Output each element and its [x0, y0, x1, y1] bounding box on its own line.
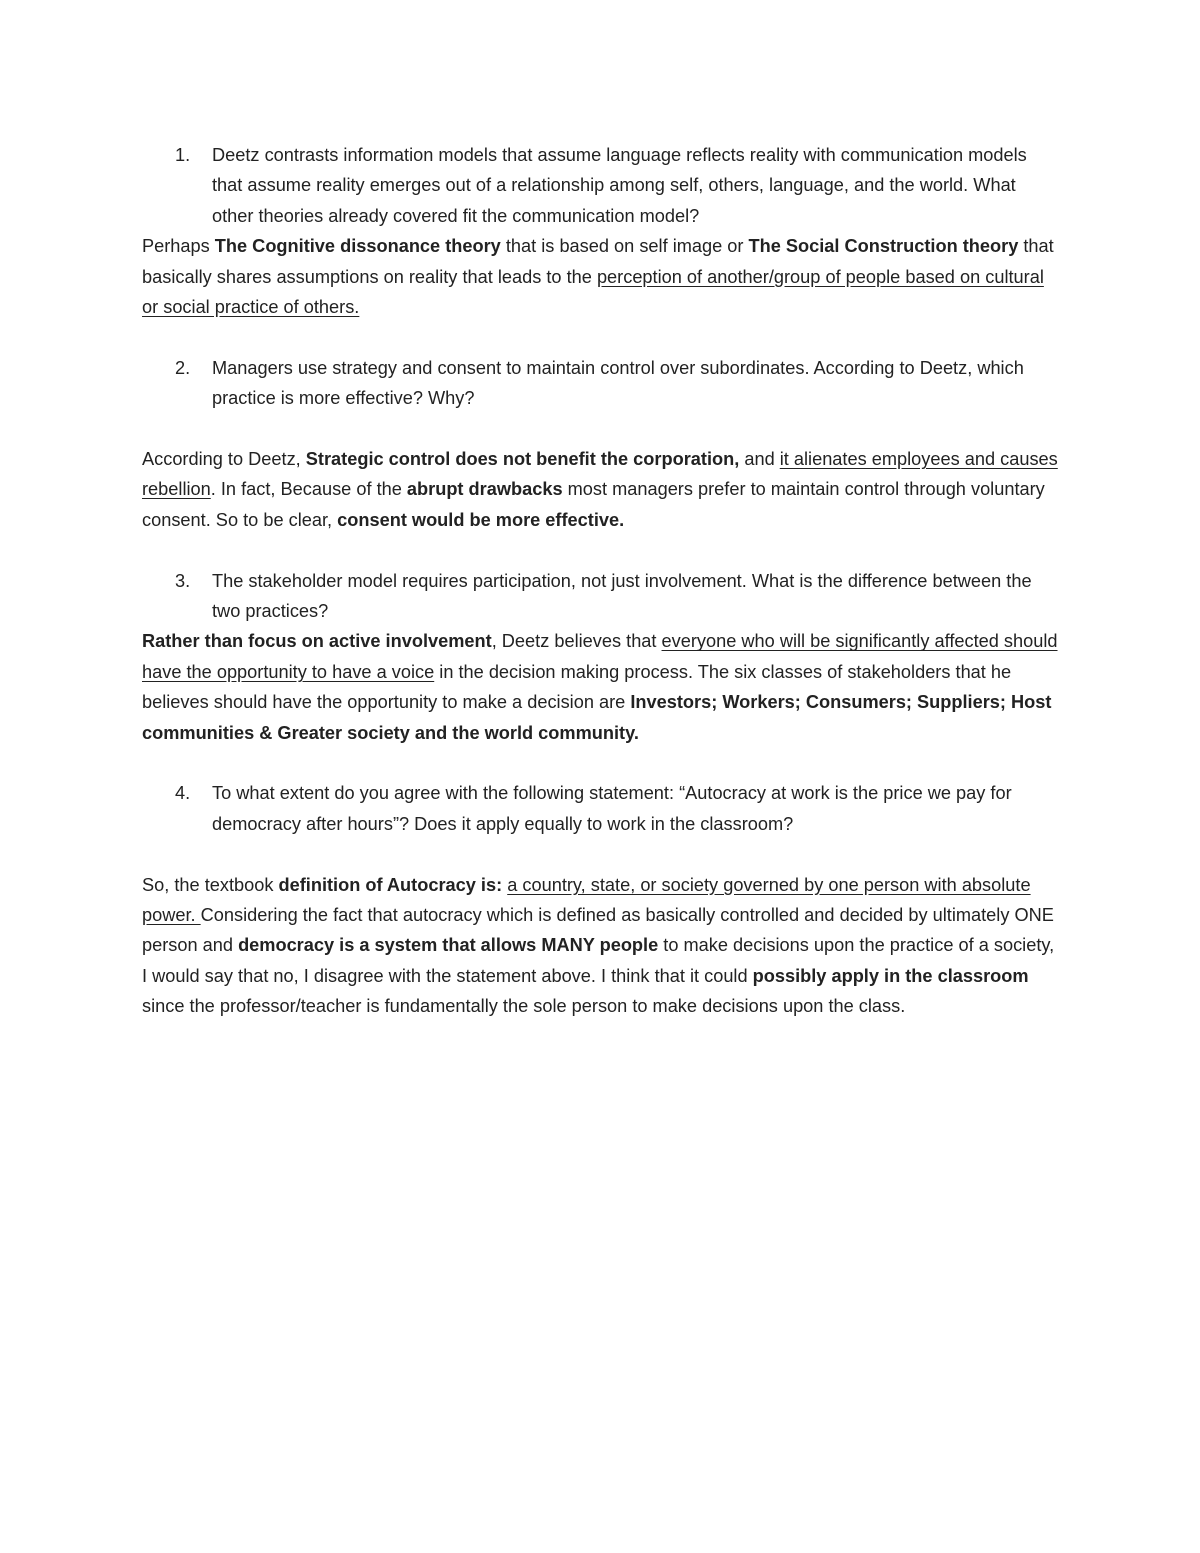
question-number: 2. [175, 357, 191, 378]
question-3 [142, 566, 1062, 627]
question-text: The stakeholder model requires participation, not just involvement. What is the difference between the two practices? [212, 570, 1032, 622]
answer-bold: democracy is a system that allows MANY people [238, 935, 659, 956]
answer-text: since the professor/teacher is fundamentally the sole person to make decisions upon the class. [142, 996, 906, 1017]
answer-bold: possibly apply in the classroom [752, 965, 1029, 986]
answer-text: So, the textbook [142, 874, 279, 895]
answer-text: . In fact, Because of the [210, 479, 407, 500]
question-4 [142, 778, 1062, 839]
answer-text: , Deetz believes that [491, 631, 662, 652]
question-text: Deetz contrasts information models that assume language reflects reality with communication models that assume reality emerges out of a relationship among self, others, language, and the world. What other theories already covered fit the communication model? [212, 145, 1027, 226]
question-number: 4. [175, 783, 191, 804]
answer-1 [142, 231, 1062, 322]
answer-text: to make decisions upon the practice of a society, I would say that no, I disagree with the statement above. I think that it could [142, 935, 1055, 986]
question-2 [142, 353, 1062, 414]
answer-bold: definition of Autocracy is: [278, 874, 503, 895]
answer-2 [142, 444, 1062, 535]
question-text: To what extent do you agree with the following statement: “Autocracy at work is the price we pay for democracy after hours”? Does it apply equally to work in the classroom? [212, 783, 1012, 834]
question-number: 3. [175, 570, 191, 591]
question-number: 1. [175, 145, 191, 165]
answer-text: According to Deetz, [142, 449, 306, 470]
answer-bold: consent would be more effective. [337, 509, 625, 530]
answer-underline: everyone who will be significantly affected should have the opportunity to have a voice [142, 631, 1058, 682]
answer-text: that basically shares assumptions on reality that leads to the [142, 236, 1054, 287]
answer-4 [142, 870, 1062, 1022]
answer-text: most managers prefer to maintain control through voluntary consent. So to be clear, [142, 479, 1045, 530]
answer-text: Considering the fact that autocracy which is defined as basically controlled and decided by ultimately ONE person and [142, 905, 1054, 956]
answer-bold: Strategic control does not benefit the corporation, [305, 449, 740, 470]
question-1 [142, 140, 1062, 231]
answer-bold: The Cognitive dissonance theory [214, 236, 501, 257]
answer-bold: Rather than focus on active involvement [142, 631, 492, 652]
answer-bold: Investors; Workers; Consumers; Suppliers; Host communities & Greater society and the world community. [142, 692, 1052, 743]
question-text: Managers use strategy and consent to maintain control over subordinates. According to Deetz, which practice is more effective? Why? [212, 357, 1024, 409]
answer-text: and [739, 449, 780, 470]
document-body [142, 140, 1062, 1022]
answer-bold: abrupt drawbacks [406, 479, 563, 500]
answer-underline: it alienates employees and causes rebellion [142, 449, 1058, 500]
answer-underline: a country, state, or society governed by one person with absolute power. [142, 874, 1031, 926]
answer-text: Perhaps [142, 236, 215, 257]
answer-3 [142, 626, 1062, 748]
answer-bold: The Social Construction theory [748, 236, 1019, 257]
answer-text: that is based on self image or [500, 236, 749, 257]
answer-underline: perception of another/group of people based on cultural or social practice of others. [142, 266, 1044, 318]
answer-text: in the decision making process. The six classes of stakeholders that he believes should have the opportunity to make a decision are [142, 661, 1012, 713]
